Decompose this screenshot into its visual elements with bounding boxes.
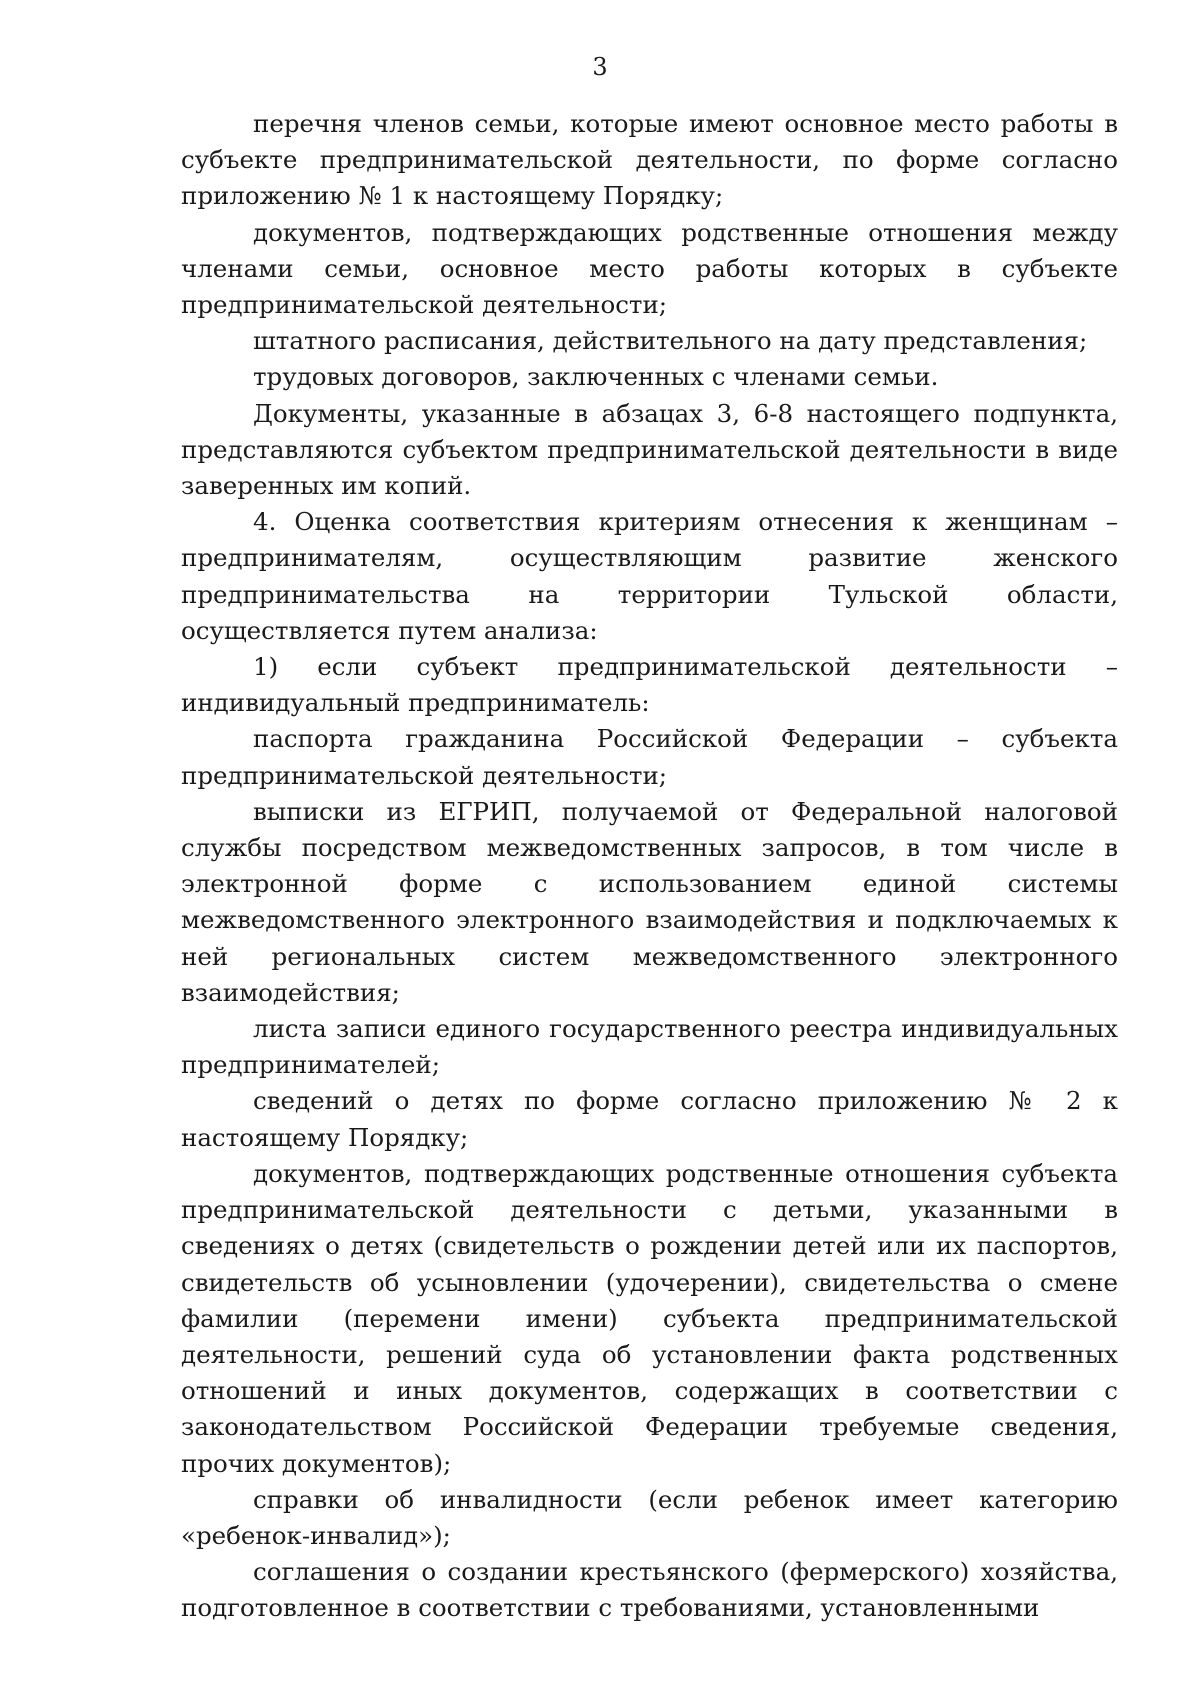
paragraph-children-info: сведений о детях по форме согласно приложению № 2 к настоящему Порядку;: [181, 1086, 1118, 1152]
paragraph-passport: паспорта гражданина Российской Федерации – субъекта предпринимательской деятельности;: [181, 724, 1118, 790]
paragraph-registry-sheet: листа записи единого государственного реестра индивидуальных предпринимателей;: [181, 1014, 1118, 1080]
paragraph-item-1: 1) если субъект предпринимательской деятельности – индивидуальный предприниматель:: [181, 652, 1118, 718]
paragraph-egrip-extract: выписки из ЕГРИП, получаемой от Федеральной налоговой службы посредством межведомственных запросов, в том числе в электронной форме с использованием единой системы межведомственного электронного взаимодействия и подключаемых к ней региональных систем межведомственного электронного взаимодействия;: [181, 796, 1118, 1007]
paragraph-certified-copies: Документы, указанные в абзацах 3, 6-8 настоящего подпункта, представляются субъектом предпринимательской деятельности в виде заверенных им копий.: [181, 398, 1118, 501]
paragraph-employment-contracts: трудовых договоров, заключенных с членами семьи.: [253, 362, 939, 392]
paragraph-staff-schedule: штатного расписания, действительного на дату представления;: [253, 326, 1088, 356]
body-text: [181, 106, 1118, 1627]
page-number: 3: [592, 53, 608, 81]
paragraph-disability-certificate: справки об инвалидности (если ребенок имеет категорию «ребенок-инвалид»);: [181, 1484, 1118, 1550]
paragraph-children-kinship-documents: документов, подтверждающих родственные отношения субъекта предпринимательской деятельности с детьми, указанными в сведениях о детях (свидетельств о рождении детей или их паспортов, свидетельств об усыновлении (удочерении), свидетельства о смене фамилии (перемени имени) субъекта предпринимательской деятельности, решений суда об установлении факта родственных отношений и иных документов, содержащих в соответствии с законодательством Российской Федерации требуемые сведения, прочих документов);: [181, 1158, 1118, 1478]
paragraph-farm-agreement: соглашения о создании крестьянского (фермерского) хозяйства, подготовленное в соответствии с требованиями, установленными: [181, 1557, 1118, 1623]
paragraph-family-members-list: перечня членов семьи, которые имеют основное место работы в субъекте предпринимательской деятельности, по форме согласно приложению № 1 к настоящему Порядку;: [181, 109, 1118, 211]
paragraph-section-4: 4. Оценка соответствия критериям отнесения к женщинам – предпринимателям, осуществляющим развитие женского предпринимательства на территории Тульской области, осуществляется путем анализа:: [181, 507, 1118, 645]
paragraph-kinship-documents: документов, подтверждающих родственные отношения между членами семьи, основное место работы которых в субъекте предпринимательской деятельности;: [181, 217, 1118, 320]
